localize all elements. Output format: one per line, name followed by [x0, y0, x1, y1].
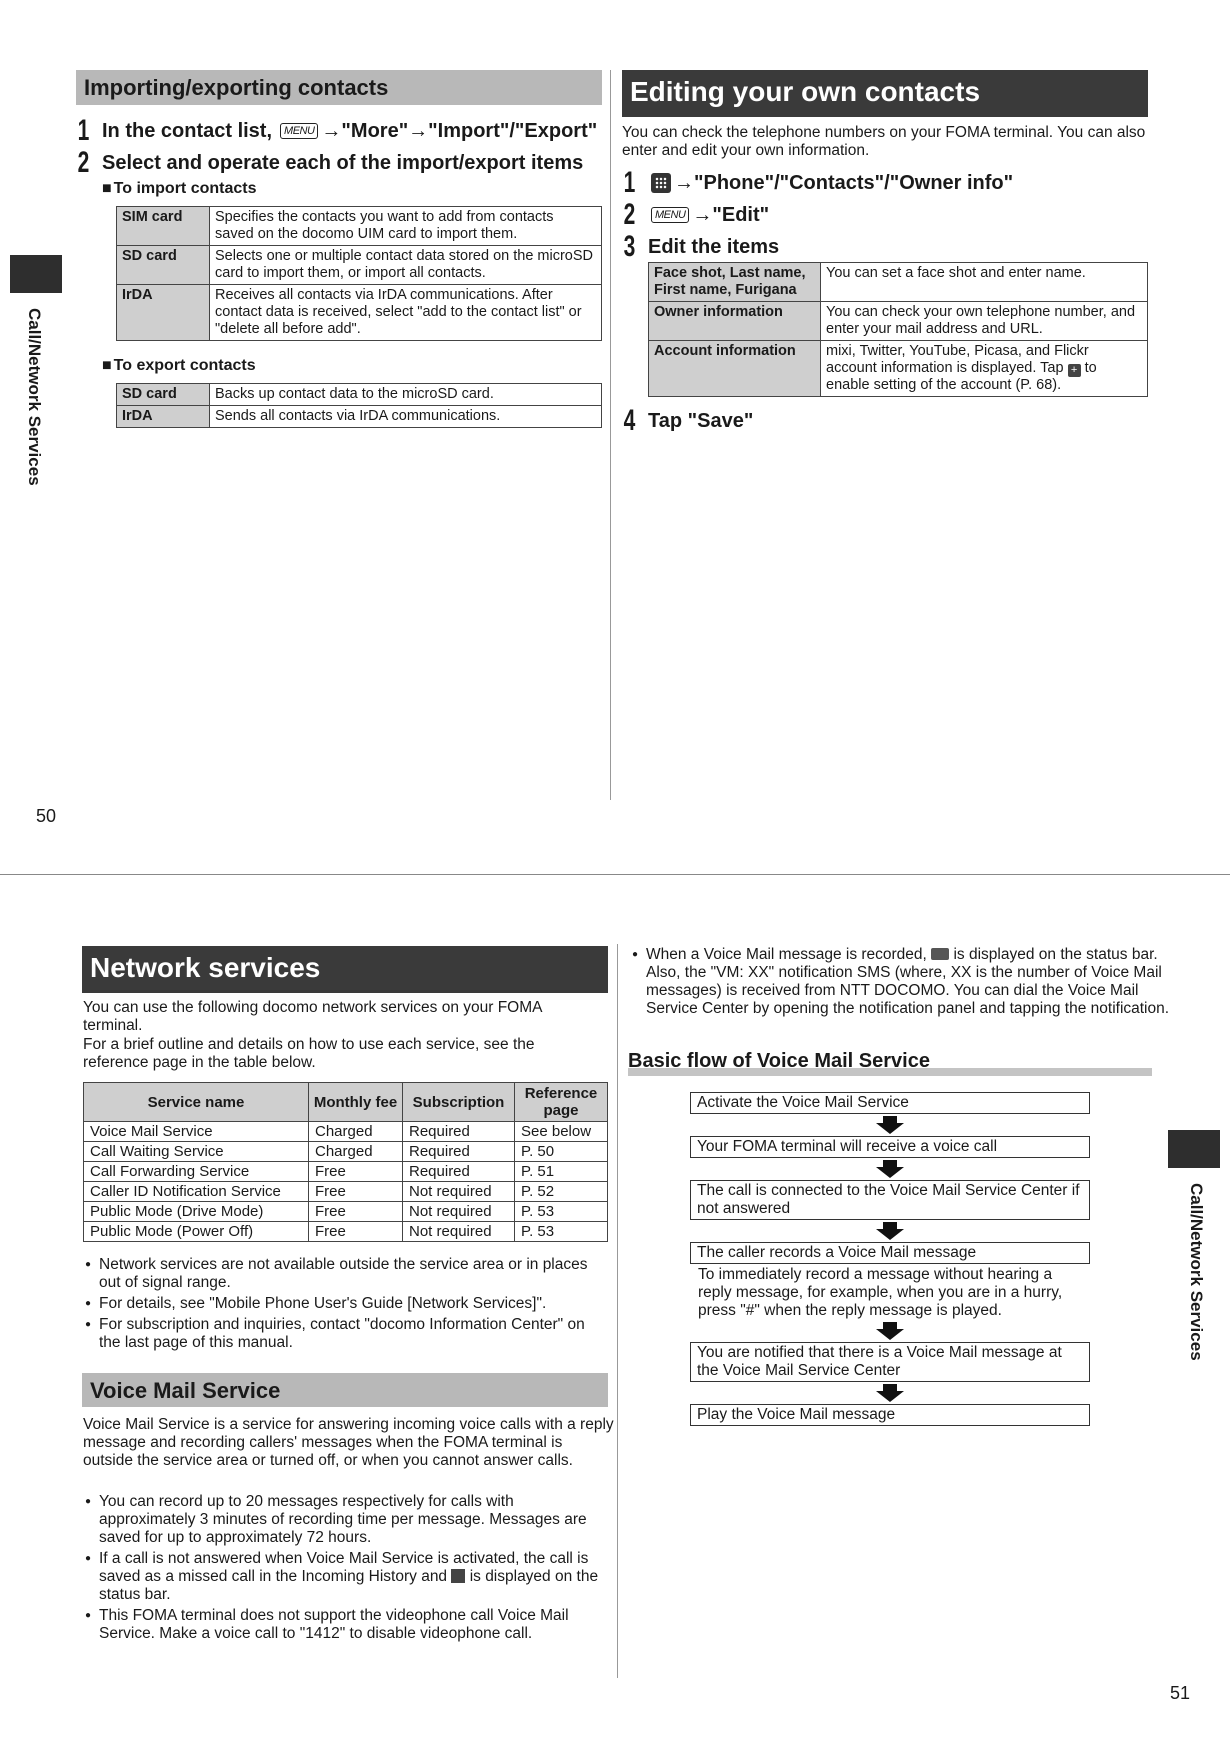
- table-value: You can set a face shot and enter name.: [821, 263, 1148, 302]
- table-cell: P. 53: [515, 1202, 608, 1222]
- table-cell: Required: [403, 1142, 515, 1162]
- step-text: →"Edit": [692, 203, 770, 226]
- voice-mail-intro: Voice Mail Service is a service for answering incoming voice calls with a reply message and recording callers' messages when the FOMA terminal is outside the service area or turned off, or when you cannot answer calls.: [83, 1416, 614, 1469]
- side-label-top: Call/Network Services: [25, 308, 44, 486]
- table-cell: Free: [309, 1162, 403, 1182]
- step-number: 3: [623, 230, 636, 263]
- column-header: Service name: [84, 1083, 309, 1122]
- note-item: ● For details, see "Mobile Phone User's Guide [Network Services]".: [83, 1295, 603, 1313]
- menu-key-icon: MENU: [280, 123, 318, 139]
- note-item: ● This FOMA terminal does not support the videophone call Voice Mail Service. Make a voice call to "1412" to disable videophone call.: [83, 1607, 613, 1643]
- flow-step: You are notified that there is a Voice Mail message at the Voice Mail Service Center: [690, 1342, 1090, 1382]
- note-text: When a Voice Mail message is recorded,: [646, 946, 927, 963]
- table-row: [649, 302, 1148, 341]
- step-number: 1: [623, 166, 636, 199]
- voice-mail-notes: [83, 1493, 613, 1643]
- table-cell: Caller ID Notification Service: [84, 1182, 309, 1202]
- table-header-row: [84, 1083, 608, 1122]
- table-row: [84, 1142, 608, 1162]
- column-header: Monthly fee: [309, 1083, 403, 1122]
- flow-step: Activate the Voice Mail Service: [690, 1092, 1090, 1114]
- step-text: →"Phone"/"Contacts"/"Owner info": [674, 171, 1014, 194]
- flow-step: The caller records a Voice Mail message: [690, 1242, 1090, 1264]
- page-number-51: 51: [1170, 1683, 1191, 1703]
- table-cell: Call Waiting Service: [84, 1142, 309, 1162]
- column-divider-bottom: [617, 944, 618, 1678]
- side-tab-marker-bottom: [1168, 1130, 1220, 1168]
- step-number: 1: [77, 114, 90, 147]
- network-services-heading: Network services: [82, 946, 608, 993]
- table-row: [649, 263, 1148, 302]
- table-value: Sends all contacts via IrDA communications.: [210, 406, 602, 428]
- table-row: [117, 246, 602, 285]
- flow-heading-text: Basic flow of Voice Mail Service: [628, 1050, 930, 1072]
- own-contacts-heading: Editing your own contacts: [622, 70, 1148, 117]
- table-row: [84, 1162, 608, 1182]
- table-row: [84, 1122, 608, 1142]
- own-step-1: [620, 166, 1013, 200]
- column-header: Subscription: [403, 1083, 515, 1122]
- table-cell: Required: [403, 1122, 515, 1142]
- note-item: ● Network services are not available outside the service area or in places out of signal range.: [83, 1256, 603, 1292]
- table-cell: P. 53: [515, 1222, 608, 1242]
- table-value: Specifies the contacts you want to add from contacts saved on the docomo UIM card to import them.: [210, 207, 602, 246]
- flow-arrow-icon: [690, 1382, 1090, 1404]
- table-value: You can check your own telephone number, and enter your mail address and URL.: [821, 302, 1148, 341]
- table-key: SD card: [117, 246, 210, 285]
- network-notes: [83, 1256, 603, 1352]
- table-cell: Voice Mail Service: [84, 1122, 309, 1142]
- note-item: [83, 1550, 613, 1604]
- import-export-heading: Importing/exporting contacts: [76, 70, 602, 105]
- table-cell: Not required: [403, 1182, 515, 1202]
- table-row: [649, 341, 1148, 397]
- note-text: is displayed on the status bar.: [99, 1568, 599, 1603]
- table-key: IrDA: [117, 285, 210, 341]
- step-text: Edit the items: [648, 235, 780, 258]
- menu-key-icon: MENU: [651, 207, 689, 223]
- table-cell: Free: [309, 1182, 403, 1202]
- table-row: [84, 1202, 608, 1222]
- apps-grid-icon: [651, 173, 671, 193]
- voice-mail-icon: [931, 948, 949, 960]
- voice-mail-heading: Voice Mail Service: [82, 1373, 608, 1407]
- table-cell: Free: [309, 1222, 403, 1242]
- table-value: Receives all contacts via IrDA communications. After contact data is received, select "add to the contact list" or "delete all before add".: [210, 285, 602, 341]
- column-divider-top: [610, 70, 611, 800]
- table-row: [117, 285, 602, 341]
- flow-arrow-icon: [690, 1158, 1090, 1180]
- step-text-suffix: →"More"→"Import"/"Export": [321, 119, 598, 142]
- own-step-2: [620, 198, 769, 232]
- table-row: [117, 406, 602, 428]
- own-step-4: [620, 404, 753, 438]
- table-cell: Free: [309, 1202, 403, 1222]
- import-subheading: ■ To import contacts: [102, 180, 257, 198]
- flow-arrow-icon: [690, 1114, 1090, 1136]
- voice-mail-flow: [690, 1092, 1090, 1426]
- step-number: 2: [77, 146, 90, 179]
- table-key: SD card: [117, 384, 210, 406]
- table-row: [84, 1182, 608, 1202]
- table-cell: P. 50: [515, 1142, 608, 1162]
- table-key: IrDA: [117, 406, 210, 428]
- page-number-50: 50: [36, 806, 57, 826]
- note-text: If a call is not answered when Voice Mail Service is activated, the call is saved as a missed call in the Incoming History and: [99, 1550, 589, 1585]
- import-step-1: [74, 114, 597, 148]
- step-text: Tap "Save": [648, 409, 754, 432]
- missed-call-icon: [451, 1569, 465, 1583]
- table-cell: See below: [515, 1122, 608, 1142]
- flow-arrow-icon: [690, 1220, 1090, 1242]
- table-key: SIM card: [117, 207, 210, 246]
- flow-heading: [628, 1050, 1152, 1078]
- page-separator: [0, 874, 1230, 875]
- table-cell: Not required: [403, 1222, 515, 1242]
- import-step-2: [74, 146, 583, 180]
- network-intro-1: You can use the following docomo network services on your FOMA terminal.: [83, 999, 542, 1034]
- table-row: [117, 384, 602, 406]
- table-value: Backs up contact data to the microSD card.: [210, 384, 602, 406]
- note-item: ● For subscription and inquiries, contact "docomo Information Center" on the last page of this manual.: [83, 1316, 603, 1352]
- table-cell: P. 52: [515, 1182, 608, 1202]
- step-number: 2: [623, 198, 636, 231]
- table-key: Owner information: [649, 302, 821, 341]
- table-cell: Public Mode (Drive Mode): [84, 1202, 309, 1222]
- table-value: Selects one or multiple contact data stored on the microSD card to import them, or import all contacts.: [210, 246, 602, 285]
- flow-note: To immediately record a message without hearing a reply message, for example, when you are in a hurry, press "#" when the reply message is played.: [698, 1266, 1063, 1319]
- table-row: [84, 1222, 608, 1242]
- value-text: mixi, Twitter, YouTube, Picasa, and Flickr account information is displayed. Tap: [826, 343, 1089, 376]
- step-text: Select and operate each of the import/export items: [102, 151, 584, 174]
- step-number: 4: [623, 404, 636, 437]
- step-text: In the contact list,: [102, 119, 273, 142]
- table-cell: P. 51: [515, 1162, 608, 1182]
- table-key: Account information: [649, 341, 821, 397]
- own-step-3: [620, 230, 779, 264]
- side-label-bottom: Call/Network Services: [1187, 1183, 1206, 1361]
- import-table: [116, 206, 602, 341]
- flow-step: Your FOMA terminal will receive a voice call: [690, 1136, 1090, 1158]
- own-contacts-intro: You can check the telephone numbers on your FOMA terminal. You can also enter and edit your own information.: [622, 124, 1146, 159]
- side-tab-marker-top: [10, 255, 62, 293]
- column-header: Reference page: [515, 1083, 608, 1122]
- table-key: Face shot, Last name, First name, Furigana: [649, 263, 821, 302]
- table-cell: Required: [403, 1162, 515, 1182]
- note-item: ● You can record up to 20 messages respectively for calls with approximately 3 minutes of recording time per message. Messages are saved for up to approximately 72 hours.: [83, 1493, 613, 1547]
- network-intro-2: For a brief outline and details on how to use each service, see the reference page in the table below.: [83, 1036, 535, 1071]
- export-table: [116, 383, 602, 428]
- value-text: to enable setting of the account (P. 68).: [826, 360, 1097, 393]
- table-cell: Public Mode (Power Off): [84, 1222, 309, 1242]
- export-subheading: ■ To export contacts: [102, 357, 256, 375]
- flow-step: The call is connected to the Voice Mail Service Center if not answered: [690, 1180, 1090, 1220]
- voice-mail-note-4: [630, 946, 1170, 1018]
- table-cell: Charged: [309, 1142, 403, 1162]
- table-cell: Not required: [403, 1202, 515, 1222]
- table-row: [117, 207, 602, 246]
- flow-step: Play the Voice Mail message: [690, 1404, 1090, 1426]
- table-cell: Charged: [309, 1122, 403, 1142]
- add-account-icon: +: [1068, 364, 1081, 377]
- flow-arrow-icon: [690, 1320, 1090, 1342]
- table-value: [821, 341, 1148, 397]
- note-text: is displayed on the status bar. Also, the "VM: XX" notification SMS (where, XX is the number of Voice Mail messages) is received from NTT DOCOMO. You can dial the Voice Mail Service Center by opening the notification panel and tapping the notification.: [646, 946, 1170, 1017]
- network-services-table: [83, 1082, 608, 1242]
- table-cell: Call Forwarding Service: [84, 1162, 309, 1182]
- own-contacts-table: [648, 262, 1148, 397]
